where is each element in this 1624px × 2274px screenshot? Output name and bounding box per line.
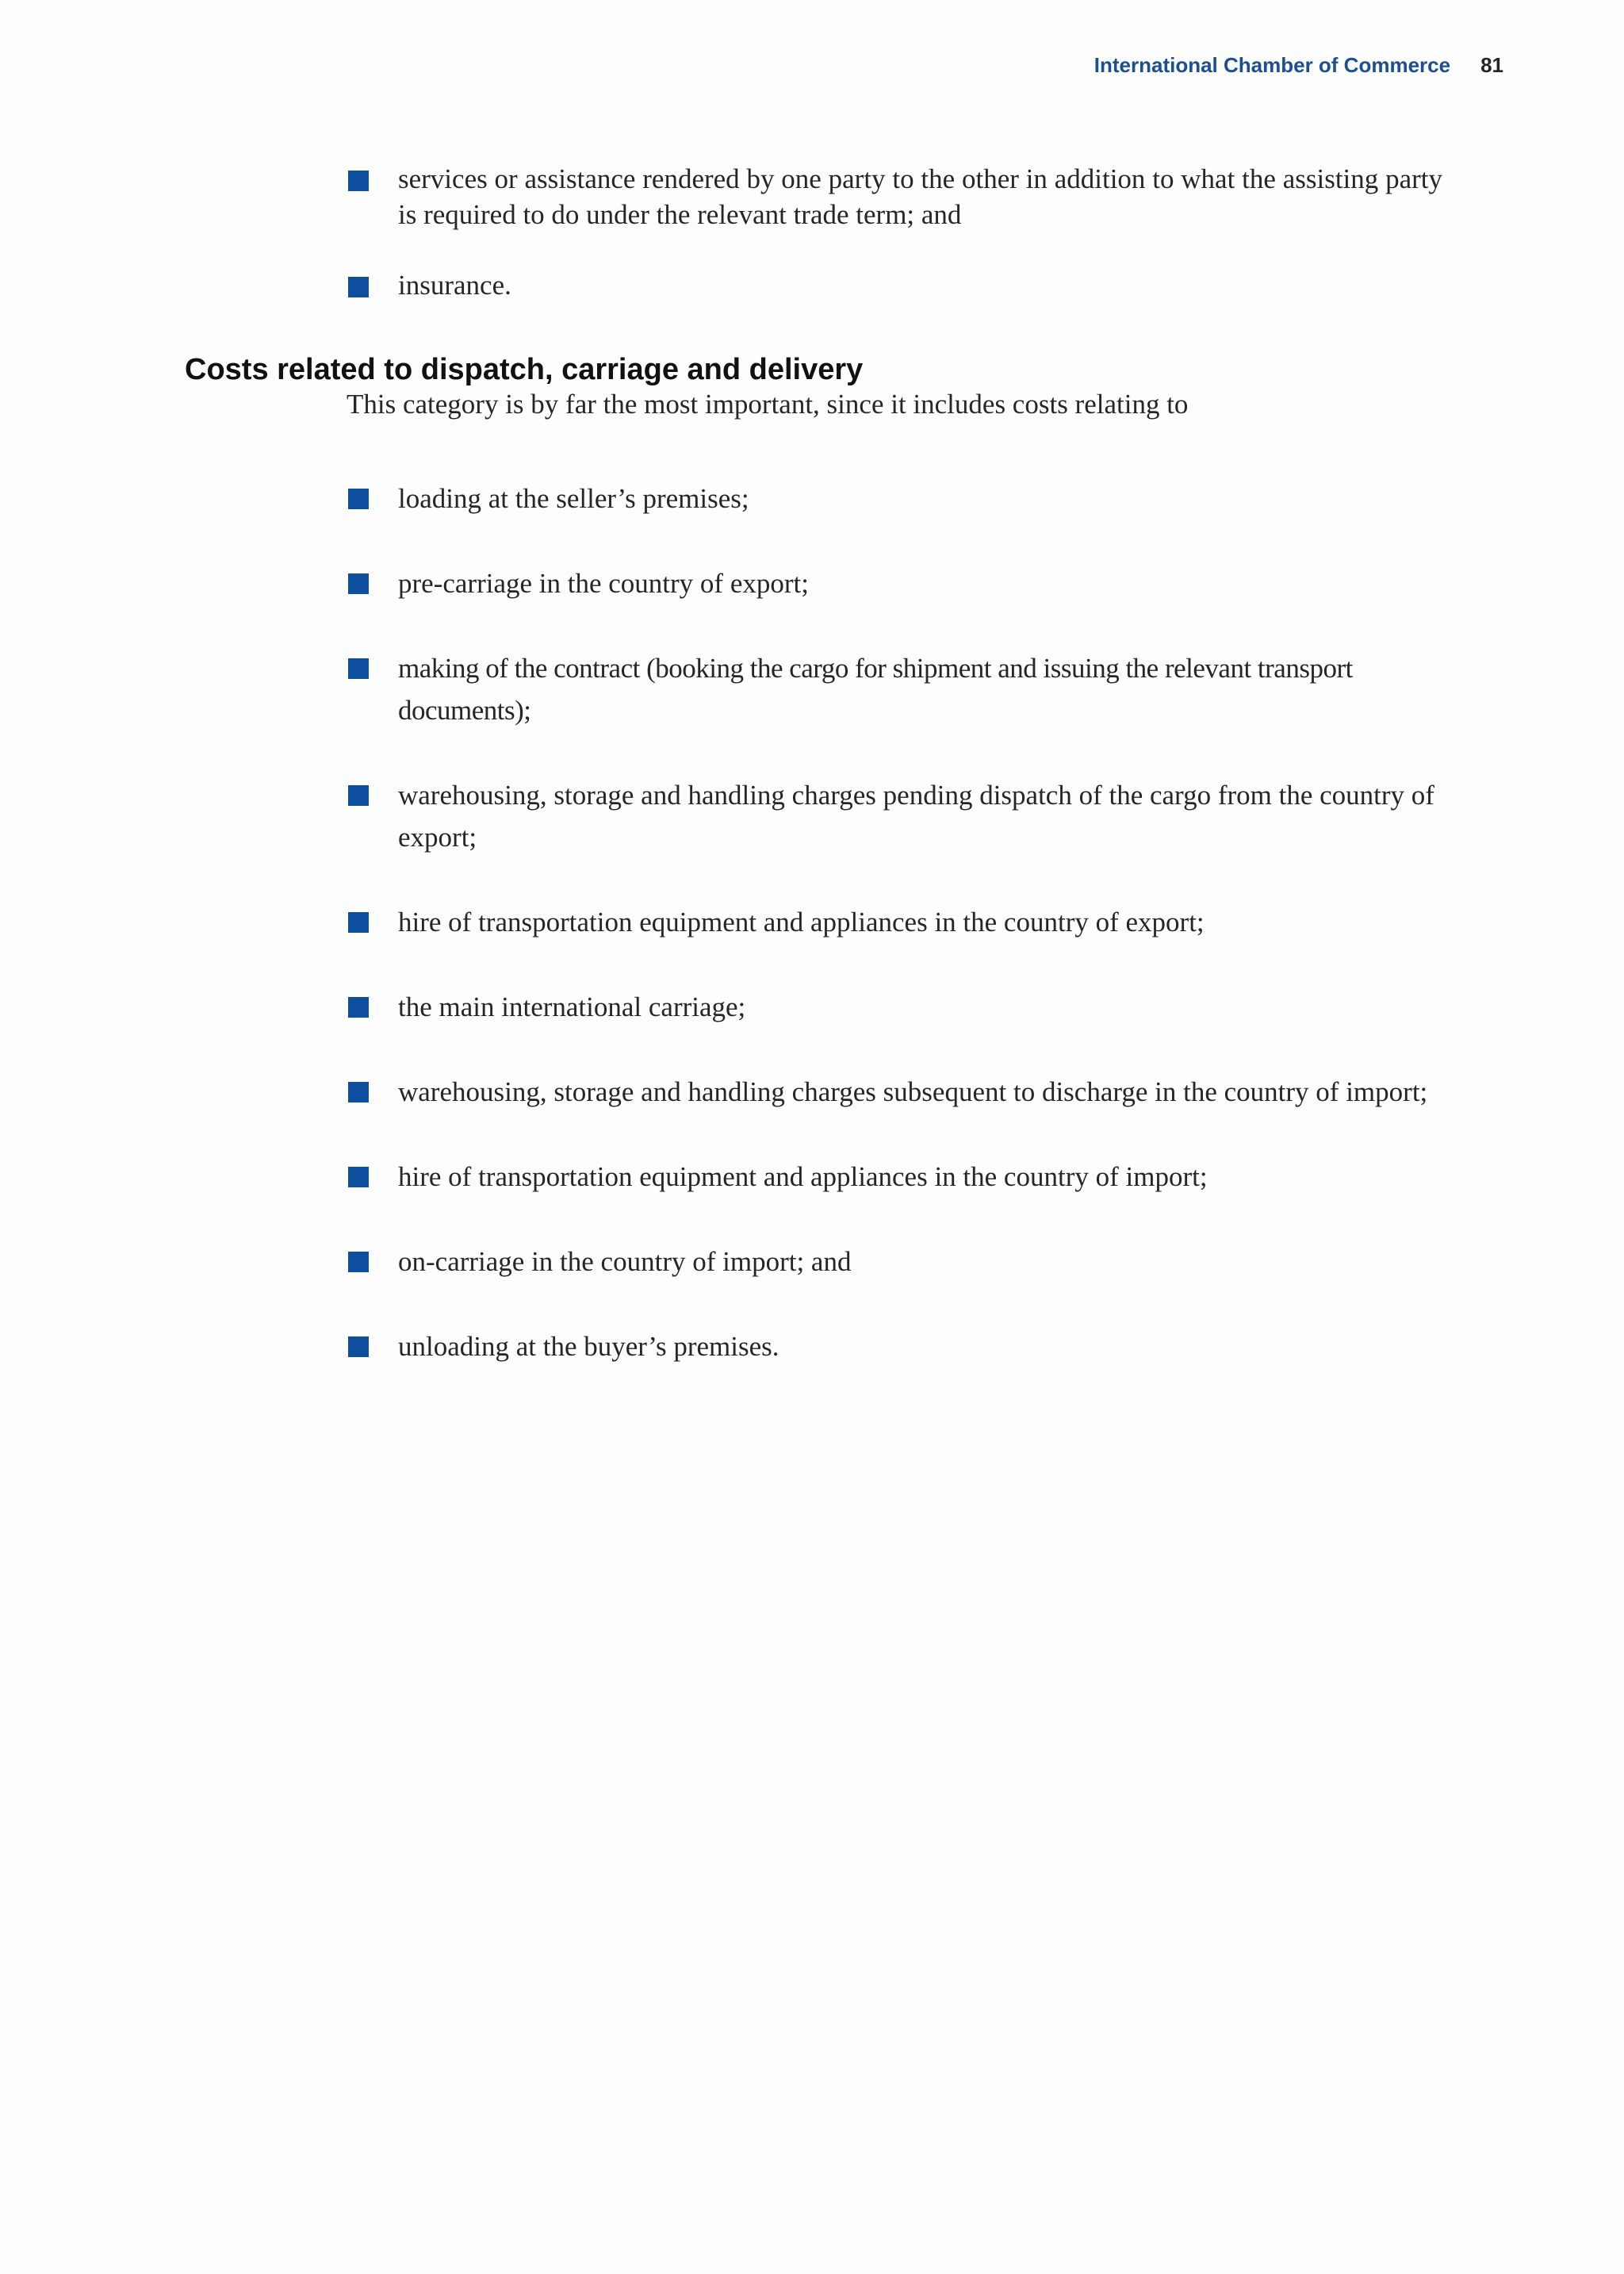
square-bullet-icon (348, 1252, 369, 1272)
list-item (347, 901, 1442, 943)
list-item-text: unloading at the buyer’s premises. (398, 1331, 779, 1362)
header-title: International Chamber of Commerce (1094, 53, 1451, 77)
list-item (347, 986, 1442, 1028)
square-bullet-icon (348, 1167, 369, 1187)
list-item-text: the main international carriage; (398, 991, 746, 1022)
list-item-text: warehousing, storage and handling charges pending dispatch of the cargo from the country of export; (398, 780, 1434, 853)
page-number: 81 (1480, 53, 1503, 77)
square-bullet-icon (348, 171, 369, 191)
list-item (347, 1241, 1442, 1283)
list-item (347, 161, 1442, 232)
list-item-text: hire of transportation equipment and appliances in the country of import; (398, 1161, 1208, 1192)
list-item-text: insurance. (398, 270, 511, 301)
list-item (347, 774, 1442, 858)
section-heading: Costs related to dispatch, carriage and delivery (185, 353, 864, 386)
list-item (347, 267, 1442, 303)
list-item-text: pre-carriage in the country of export; (398, 568, 809, 599)
list-item-text: making of the contract (booking the cargo for shipment and issuing the relevant transport documents); (398, 653, 1353, 726)
section-intro: This category is by far the most important, since it includes costs relating to (347, 389, 1189, 420)
list-item (347, 1156, 1442, 1198)
running-header (1094, 51, 1503, 79)
square-bullet-icon (348, 997, 369, 1018)
square-bullet-icon (348, 573, 369, 594)
list-item-text: hire of transportation equipment and appliances in the country of export; (398, 907, 1205, 938)
square-bullet-icon (348, 1336, 369, 1357)
list-item (347, 477, 1442, 520)
list-item-text: on-carriage in the country of import; and (398, 1246, 852, 1277)
square-bullet-icon (348, 277, 369, 297)
list-item (347, 562, 1442, 604)
list-item (347, 647, 1442, 731)
square-bullet-icon (348, 658, 369, 679)
list-item (347, 1071, 1442, 1113)
list-item-text: warehousing, storage and handling charges subsequent to discharge in the country of import; (398, 1076, 1428, 1107)
list-item-text: loading at the seller’s premises; (398, 483, 749, 514)
cost-bullet-list (347, 477, 1442, 1367)
square-bullet-icon (348, 785, 369, 806)
list-item-text: services or assistance rendered by one party to the other in addition to what the assisting party is required to do under the relevant trade term; and (398, 163, 1442, 230)
list-item (347, 1325, 1442, 1367)
square-bullet-icon (348, 489, 369, 509)
square-bullet-icon (348, 1082, 369, 1102)
square-bullet-icon (348, 912, 369, 933)
continued-bullet-list (347, 161, 1442, 303)
